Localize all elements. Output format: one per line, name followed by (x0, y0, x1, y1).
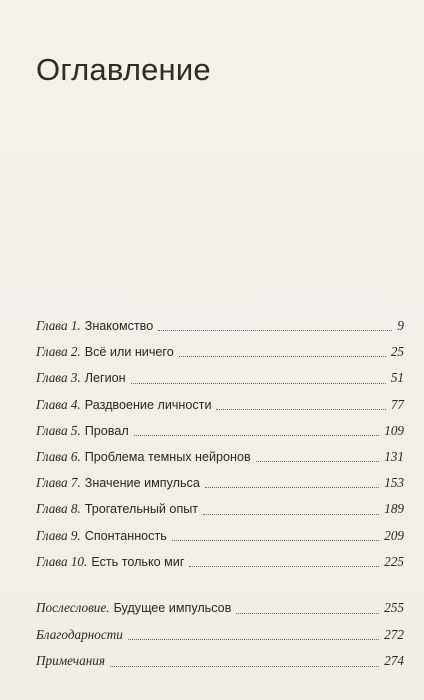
chapter-title: Есть только миг (91, 554, 185, 569)
dot-leader (205, 486, 379, 488)
dot-leader (110, 665, 379, 667)
toc-entry[interactable] (36, 549, 404, 575)
toc-entry[interactable] (36, 418, 404, 444)
chapter-number: Глава 7. (36, 475, 81, 491)
chapter-number: Глава 1. (36, 318, 81, 333)
page-number: 225 (384, 553, 404, 569)
chapter-number: Глава 6. (36, 448, 81, 464)
toc-entry[interactable] (36, 444, 404, 470)
toc-entry[interactable] (36, 470, 404, 496)
section-label: Примечания (36, 653, 105, 668)
dot-leader (189, 565, 379, 567)
page-number: 131 (384, 448, 404, 464)
dot-leader (236, 612, 379, 614)
chapter-number: Глава 3. (36, 370, 81, 386)
dot-leader (203, 513, 379, 515)
dot-leader (256, 460, 380, 462)
chapters-list (36, 313, 404, 575)
section-title: Будущее импульсов (113, 601, 232, 615)
chapter-number: Глава 8. (36, 501, 81, 517)
page-number: 51 (390, 370, 404, 386)
chapter-title: Всё или ничего (84, 345, 174, 360)
toc-entry[interactable] (36, 313, 404, 339)
page-number: 255 (384, 600, 404, 615)
page-number: 77 (390, 396, 404, 412)
chapter-title: Легион (84, 371, 126, 386)
chapter-number: Глава 5. (36, 422, 81, 438)
page-number: 109 (384, 422, 404, 438)
dot-leader (134, 434, 380, 436)
toc-entry-acknowledgements[interactable] (36, 622, 404, 649)
chapter-title: Значение импульса (84, 476, 200, 491)
dot-leader (172, 539, 379, 541)
chapter-title: Проблема темных нейронов (84, 449, 251, 464)
toc-entry-notes[interactable] (36, 648, 404, 675)
page-number: 9 (397, 318, 404, 333)
page-number: 153 (384, 475, 404, 491)
toc-entry-afterword[interactable] (36, 595, 404, 622)
chapter-number: Глава 4. (36, 396, 81, 412)
dot-leader (128, 638, 379, 640)
dot-leader (158, 329, 392, 331)
page-number: 189 (384, 501, 404, 517)
toc-entry[interactable] (36, 523, 404, 549)
toc-entry[interactable] (36, 365, 404, 391)
section-label: Благодарности (36, 626, 123, 642)
toc-entry[interactable] (36, 339, 404, 365)
back-matter-list (36, 595, 404, 675)
chapter-number: Глава 2. (36, 344, 81, 360)
chapter-title: Трогательный опыт (84, 502, 199, 517)
dot-leader (131, 382, 386, 384)
dot-leader (216, 408, 385, 410)
page-number: 25 (390, 344, 404, 360)
page-number: 209 (384, 527, 404, 543)
dot-leader (179, 355, 386, 357)
page-number: 272 (384, 626, 404, 642)
chapter-number: Глава 9. (36, 527, 81, 543)
page-title: Оглавление (36, 52, 211, 87)
chapter-title: Провал (84, 423, 129, 438)
toc-entry[interactable] (36, 496, 404, 522)
toc-entry[interactable] (36, 392, 404, 418)
chapter-title: Спонтанность (84, 528, 167, 543)
page-number: 274 (384, 653, 404, 668)
chapter-number: Глава 10. (36, 553, 88, 569)
section-label: Послесловие. (36, 600, 110, 615)
chapter-title: Раздвоение личности (84, 397, 212, 412)
chapter-title: Знакомство (84, 319, 154, 333)
